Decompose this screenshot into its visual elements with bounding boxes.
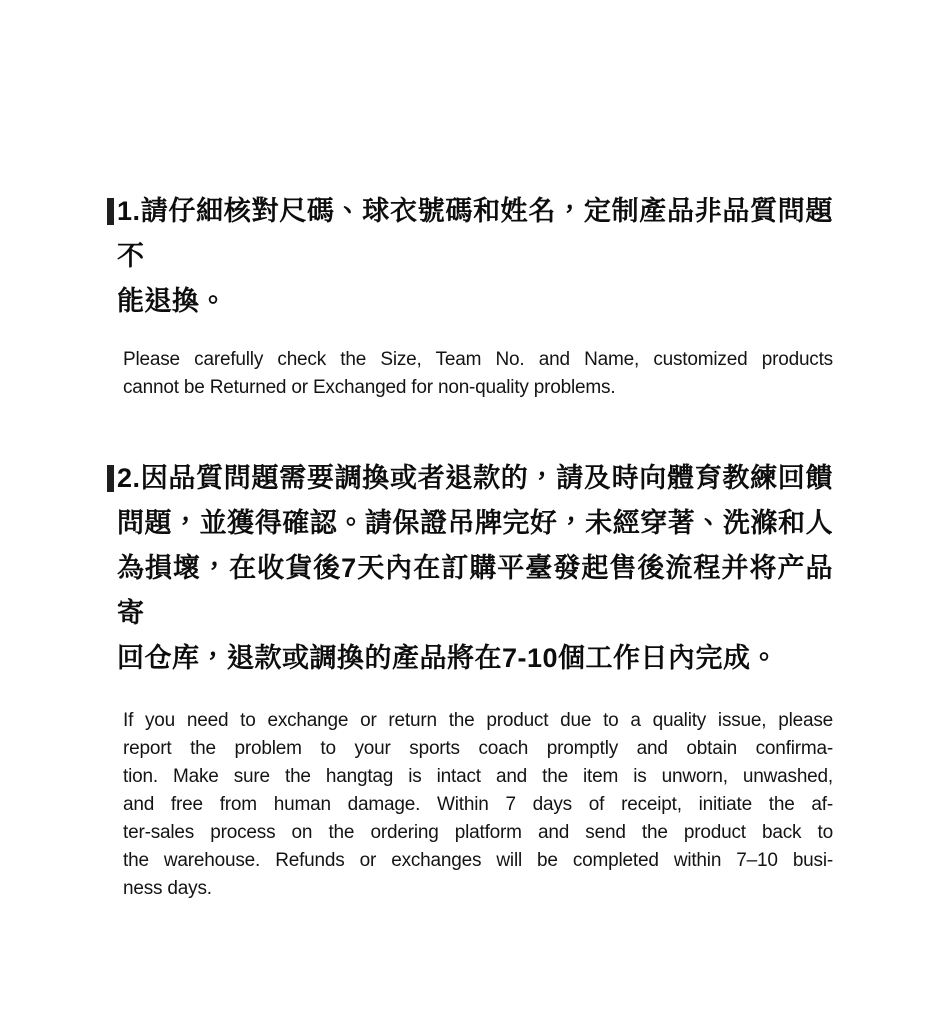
body-line: Please carefully check the Size, Team No. and Name, customized products	[123, 349, 833, 370]
body-line: report the problem to your sports coach promptly and obtain confirma-	[123, 738, 833, 759]
heading-line: 能退換。	[117, 286, 227, 316]
notice-1-english-paragraph	[123, 346, 833, 402]
body-line: ness days.	[123, 878, 212, 899]
heading-line: 問題，並獲得確認。請保證吊牌完好，未經穿著、洗滌和人	[117, 508, 833, 538]
body-line: ter-sales process on the ordering platform and send the product back to	[123, 822, 833, 843]
body-line: tion. Make sure the hangtag is intact and the item is unworn, unwashed,	[123, 766, 833, 787]
accent-bar-icon	[107, 198, 114, 225]
notice-2-heading-row	[107, 456, 833, 681]
heading-line: 2.因品質問題需要調換或者退款的，請及時向體育教練回饋	[117, 463, 833, 493]
notice-2-english-paragraph	[123, 707, 833, 903]
body-line: and free from human damage. Within 7 days of receipt, initiate the af-	[123, 794, 833, 815]
notice-section-2	[107, 456, 840, 903]
body-line: the warehouse. Refunds or exchanges will be completed within 7–10 busi-	[123, 850, 833, 871]
accent-bar-icon	[107, 465, 114, 492]
heading-line: 1.請仔細核對尺碼、球衣號碼和姓名，定制產品非品質問題不	[117, 196, 833, 271]
body-line: If you need to exchange or return the product due to a quality issue, please	[123, 710, 833, 731]
heading-line: 為損壞，在收貨後7天內在訂購平臺發起售後流程并将产品寄	[117, 553, 833, 628]
notice-section-1	[107, 189, 840, 402]
body-line: cannot be Returned or Exchanged for non-quality problems.	[123, 377, 616, 398]
notice-2-heading	[117, 456, 833, 681]
notice-1-heading	[117, 189, 833, 324]
notice-1-heading-row	[107, 189, 833, 324]
heading-line: 回仓库，退款或調換的產品將在7-10個工作日內完成。	[117, 643, 779, 673]
